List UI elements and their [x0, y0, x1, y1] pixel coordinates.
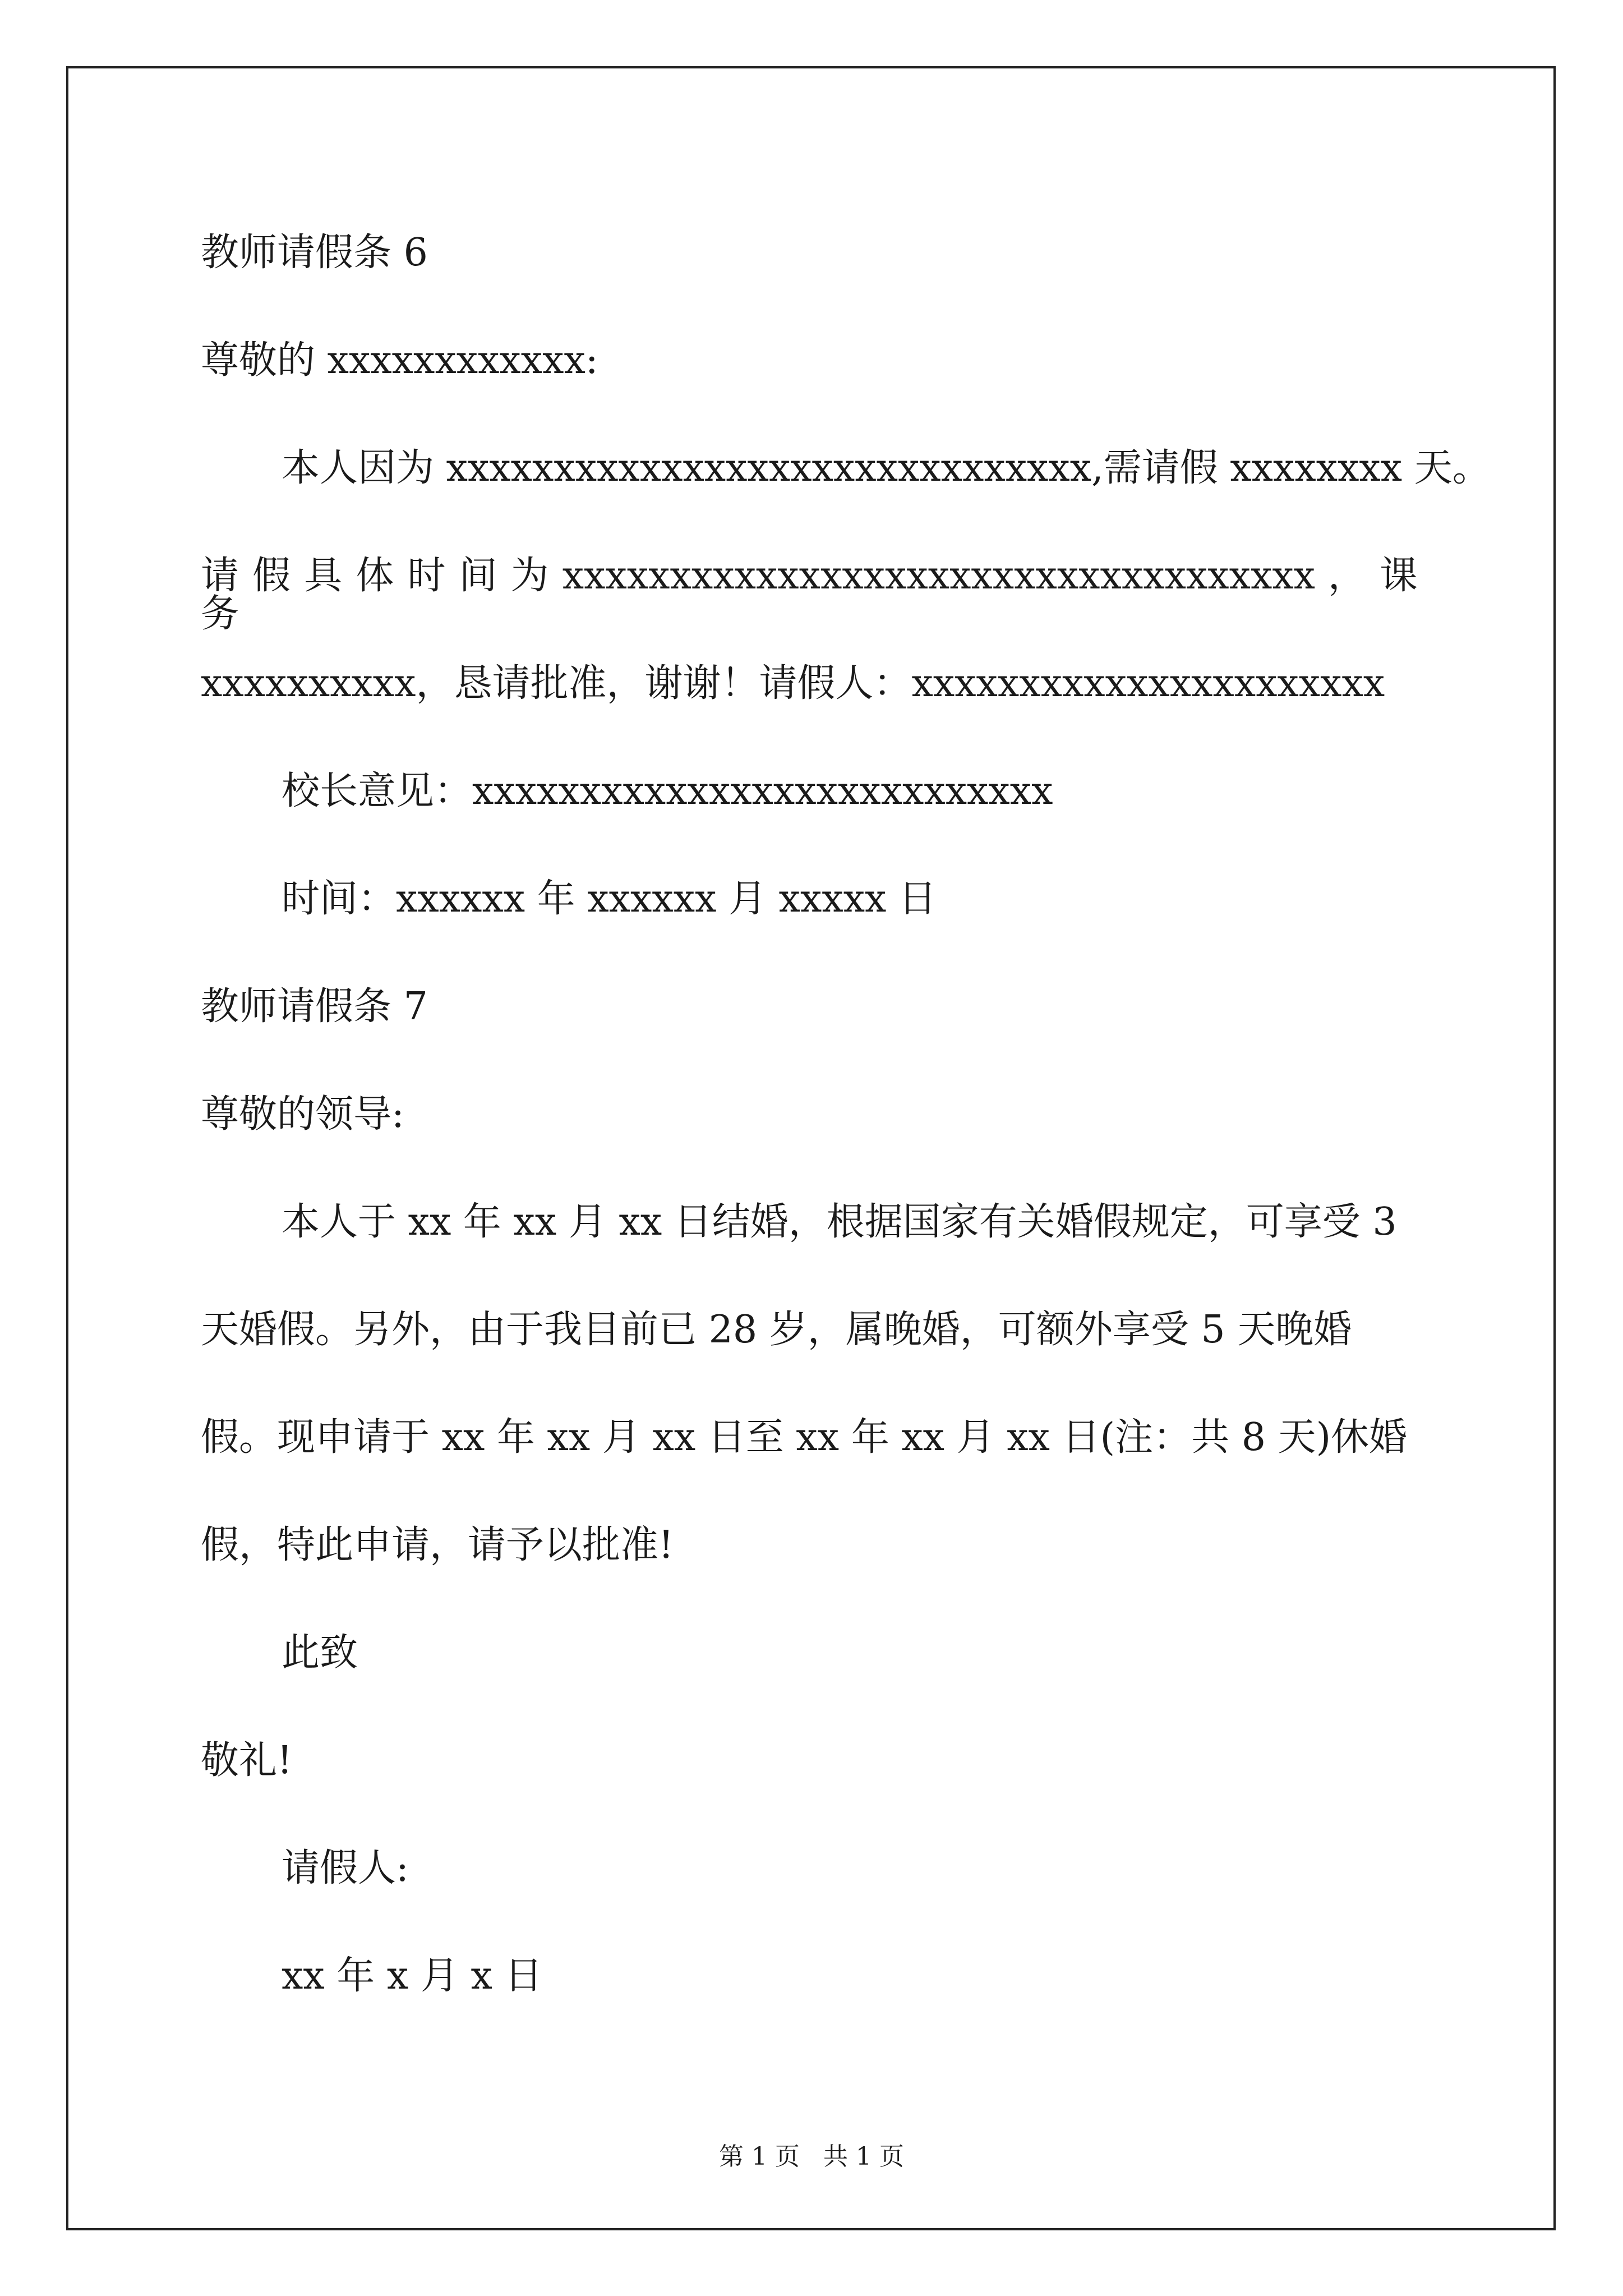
closing: 此致: [282, 1631, 358, 1675]
paragraph-line: 假。现申请于 xx 年 xx 月 xx 日至 xx 年 xx 月 xx 日(注：共 8 天)休婚: [201, 1415, 1408, 1460]
paragraph-line: 假，特此申请，请予以批准!: [201, 1523, 674, 1567]
section-title-6: 教师请假条 6: [201, 231, 428, 275]
page-number: 第 1 页: [719, 2142, 800, 2171]
date-line-6: 时间：xxxxxx 年 xxxxxx 月 xxxxx 日: [282, 877, 937, 921]
paragraph-line: 本人因为 xxxxxxxxxxxxxxxxxxxxxxxxxxxxxx,需请假 xxxxxxxx 天。: [282, 446, 1491, 490]
section-title-7: 教师请假条 7: [201, 984, 428, 1029]
page-border: [66, 66, 1556, 2230]
paragraph-line: 本人于 xx 年 xx 月 xx 日结婚，根据国家有关婚假规定，可享受 3: [282, 1200, 1397, 1244]
page-footer: [0, 2136, 1623, 2172]
paragraph-line: 天婚假。另外，由于我目前已 28 岁，属晚婚，可额外享受 5 天晚婚: [201, 1308, 1352, 1352]
page-total: 共 1 页: [823, 2142, 904, 2171]
principal-opinion: 校长意见：xxxxxxxxxxxxxxxxxxxxxxxxxxx: [282, 769, 1053, 813]
date-line-7: xx 年 x 月 x 日: [282, 1954, 543, 1998]
paragraph-line: 请 假 具 体 时 间 为 xxxxxxxxxxxxxxxxxxxxxxxxxxxxxxxxxxx ， 课 务: [201, 554, 1418, 636]
salutation-6: 尊敬的 xxxxxxxxxxxx:: [201, 338, 598, 383]
salutation-7: 尊敬的领导:: [201, 1092, 404, 1137]
applicant-label: 请假人:: [282, 1846, 409, 1890]
regards: 敬礼!: [201, 1738, 293, 1783]
paragraph-line: xxxxxxxxxx，恳请批准，谢谢！请假人：xxxxxxxxxxxxxxxxxxxxxx: [201, 661, 1385, 706]
